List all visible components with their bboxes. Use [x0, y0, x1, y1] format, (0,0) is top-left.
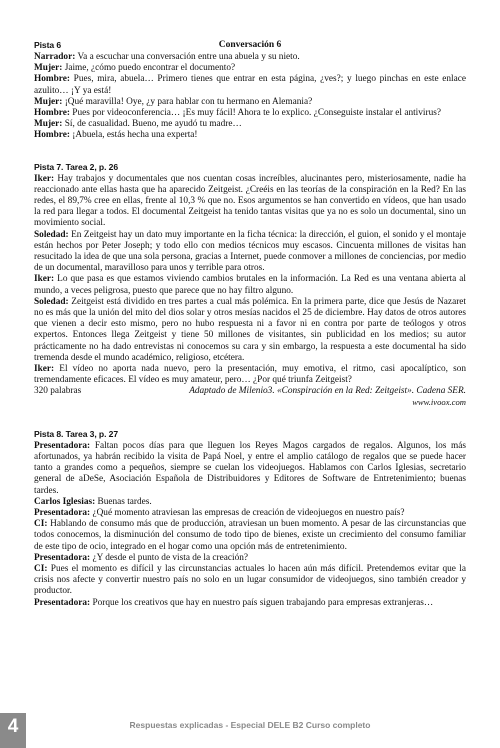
dialogue-text: Faltan pocos días para que lleguen los Reyes Magos cargados de regalos. Algunos, los más afortunados, ya habrán recibido la visita de Papá Noel, y entre el amplio catálogo de regalos que se puede hacer tanto a grandes como a pequeños, siempre se cuelan los videojuegos. Hablamos con Carlos Iglesias, secretario general de aDeSe, Asociación Española de Distribuidores y Editores de Software de Entretenimiento; buenas tardes.	[34, 440, 466, 496]
dialogue-line	[34, 74, 466, 96]
speaker-label: Hombre:	[34, 108, 70, 119]
dialogue-text: El vídeo no aporta nada nuevo, pero la presentación, muy emotiva, el ritmo, casi apocalíptico, son tremendamente eficaces. El vídeo es muy amateur, pero… ¿Por qué triunfa Zeitgeist?	[34, 364, 466, 386]
dialogue-line	[34, 564, 466, 598]
dialogue-text: En Zeitgeist hay un dato muy importante en la ficha técnica: la dirección, el guion, el sonido y el montaje están hechos por Peter Joseph; y todo ello con medios técnicos muy escasos. Cincuenta millones de visitas han resucitado la idea de que una sola persona, gracias a Internet, puede conmover a millones de conciencias, por medio de un documental, maravilloso para unos y terrible para otros.	[34, 229, 466, 274]
dialogue-line	[34, 230, 466, 275]
dialogue-text: Lo que pasa es que estamos viviendo cambios brutales en la información. La Red es una ventana abierta al mundo, a veces peligrosa, puesto que parece que no hay filtro alguno.	[34, 274, 466, 296]
source-row	[34, 386, 466, 397]
dialogue-line	[34, 52, 466, 63]
section-pista-8-dialogue	[34, 441, 466, 609]
transcript-page	[34, 40, 466, 609]
speaker-label: Hombre:	[34, 74, 70, 85]
pista-label: Pista 6	[34, 40, 62, 50]
dialogue-line	[34, 119, 466, 130]
speaker-label: Mujer:	[34, 96, 63, 107]
speaker-label: Soledad:	[34, 229, 69, 240]
speaker-label: Hombre:	[34, 130, 70, 141]
speaker-label: Presentadora:	[34, 552, 91, 563]
dialogue-line	[34, 364, 466, 386]
dialogue-line	[34, 441, 466, 497]
dialogue-line	[34, 130, 466, 141]
conversation-title: Conversación 6	[218, 40, 282, 50]
speaker-label: Carlos Iglesias:	[34, 496, 96, 507]
dialogue-text: Pues, mira, abuela… Primero tienes que entrar en esta página, ¿ves?; y luego pinchas en este enlace azulito… ¡Y ya está!	[34, 74, 466, 96]
section-header-pista-6	[34, 40, 466, 52]
dialogue-line	[34, 174, 466, 230]
speaker-label: Iker:	[34, 274, 55, 285]
dialogue-text: Buenas tardes.	[95, 496, 152, 507]
speaker-label: Mujer:	[34, 119, 63, 130]
source-url: www.ivoox.com	[412, 397, 466, 408]
section-pista-7-dialogue	[34, 174, 466, 387]
dialogue-text: ¿Y desde el punto de vista de la creación?	[90, 552, 249, 563]
section-pista-6-dialogue	[34, 52, 466, 142]
speaker-label: Mujer:	[34, 63, 63, 74]
dialogue-line	[34, 63, 466, 74]
dialogue-text: ¡Qué maravilla! Oye, ¿y para hablar con tu hermano en Alemania?	[62, 96, 313, 107]
dialogue-text: Zeitgeist está dividido en tres partes a cual más polémica. En la primera parte, dice que Jesús de Nazaret no es más que la unión del mito del dios solar y otros mesías nacidos el 25 de diciembre. Hay datos de otros autores que vienen a decir esto mismo, pero no hubo respuesta ni a favor ni en contra por parte de teólogos y otros expertos. Entonces llega Zeitgeist y tiene 50 millones de visitantes, sin publicidad en los medios; su autor prácticamente no ha dado entrevistas ni conocemos su cara y sin embargo, la respuesta a este documental ha sido tremenda desde el mundo académico, religioso, etcétera.	[34, 296, 466, 363]
dialogue-line	[34, 274, 466, 296]
section-header-pista-8	[34, 429, 466, 441]
speaker-label: Presentadora:	[34, 597, 91, 608]
footer-text: Respuestas explicadas - Especial DELE B2 Curso completo	[129, 720, 371, 730]
speaker-label: CI:	[34, 519, 48, 530]
dialogue-line	[34, 519, 466, 553]
dialogue-text: Pues por videoconferencia… ¡Es muy fácil! Ahora te lo explico. ¿Conseguiste instalar el antivirus?	[69, 108, 441, 119]
dialogue-text: ¿Qué momento atraviesan las empresas de creación de videojuegos en nuestro país?	[90, 507, 405, 518]
dialogue-text: Hablando de consumo más que de producción, atraviesan un buen momento. A pesar de las circunstancias que todos conocemos, la disminución del consumo de todo tipo de bienes, existe un crecimiento del consumo familiar de este tipo de ocio, integrado en el hogar como una opción más de entretenimiento.	[34, 519, 466, 552]
page-number: 4	[7, 716, 19, 737]
dialogue-line	[34, 108, 466, 119]
dialogue-line	[34, 497, 466, 508]
dialogue-text: Pues el momento es difícil y las circunstancias actuales lo hacen aún más difícil. Pretendemos evitar que la crisis nos afecte y convertir nuestro país no solo en un lugar consumidor de videojuegos, sino también creador y productor.	[34, 563, 466, 597]
speaker-label: Presentadora:	[34, 507, 91, 518]
speaker-label: Iker:	[34, 364, 55, 375]
source-citation: Adaptado de Milenio3. «Conspiración en la Red: Zeitgeist». Cadena SER.	[189, 386, 466, 397]
dialogue-line	[34, 297, 466, 364]
pista-label: Pista 8. Tarea 3, p. 27	[34, 428, 119, 439]
dialogue-line	[34, 97, 466, 108]
word-count: 320 palabras	[34, 386, 82, 397]
speaker-label: Soledad:	[34, 296, 69, 307]
dialogue-text: Jaime, ¿cómo puedo encontrar el documento?	[62, 63, 236, 74]
speaker-label: Presentadora:	[34, 440, 91, 451]
dialogue-line	[34, 598, 466, 609]
pista-label: Pista 7. Tarea 2, p. 26	[34, 161, 119, 172]
dialogue-text: Hay trabajos y documentales que nos cuentan cosas increíbles, alucinantes pero, misteriosamente, nadie ha reaccionado ante ellas hasta que ha aparecido Zeitgeist. ¿Creéis en las teorías de la conspiración en la Red? En las redes, el 89,7% cree en ellas, frente al 10,3 % que no. Esos argumentos se han convertido en vídeos, que han usado la red para llegar a todos. El documental Zeitgeist ha tenido tantas visitas que ya no es solo un documental, sino un movimiento social.	[34, 173, 466, 229]
dialogue-text: Sí, de casualidad. Bueno, me ayudó tu madre…	[62, 119, 242, 130]
speaker-label: Narrador:	[34, 52, 76, 62]
dialogue-text: ¡Abuela, estás hecha una experta!	[69, 130, 198, 141]
dialogue-text: Porque los creativos que hay en nuestro país siguen trabajando para empresas extranjeras…	[90, 597, 434, 608]
speaker-label: Iker:	[34, 173, 55, 184]
dialogue-line	[34, 553, 466, 564]
speaker-label: CI:	[34, 563, 48, 574]
section-header-pista-7	[34, 162, 466, 174]
dialogue-text: Va a escuchar una conversación entre una abuela y su nieto.	[75, 52, 300, 62]
dialogue-line	[34, 508, 466, 519]
